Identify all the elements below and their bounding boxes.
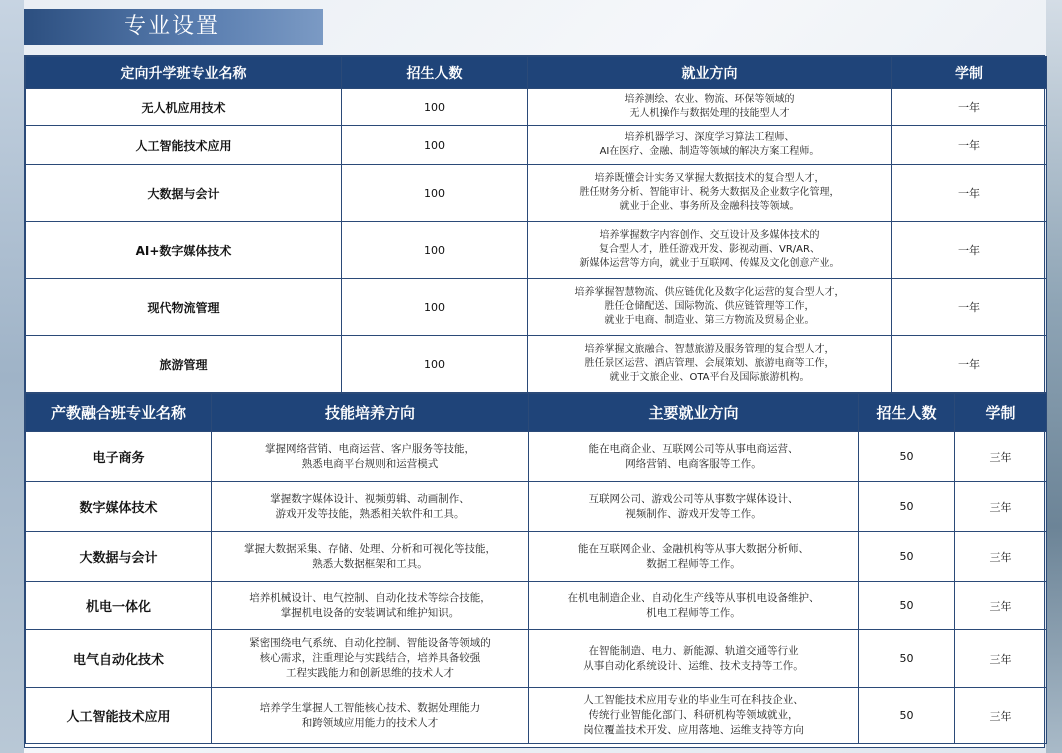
table-row <box>26 482 1047 532</box>
career-direction-line: 就业于文旅企业、OTA平台及国际旅游机构。 <box>609 372 810 383</box>
skill-direction <box>212 532 529 582</box>
main-career-line: 从事自动化系统设计、运维、技术支持等工作。 <box>583 659 804 672</box>
career-direction-line: 培养掌握智慧物流、供应链优化及数字化运营的复合型人才， <box>574 287 845 298</box>
header-duration: 学制 <box>955 394 1047 432</box>
directional-table-header <box>26 57 1047 89</box>
skill-direction-line: 和跨领域应用能力的技术人才 <box>301 716 439 729</box>
program-name: AI+数字媒体技术 <box>26 222 342 279</box>
main-career-line: 互联网公司、游戏公司等从事数字媒体设计、 <box>588 492 799 505</box>
career-direction-line: 就业于企业、事务所及金融科技等领域。 <box>619 201 800 212</box>
program-name: 无人机应用技术 <box>26 89 342 126</box>
enrollment-count: 50 <box>859 482 955 532</box>
integration-table-header <box>26 394 1047 432</box>
duration: 一年 <box>892 165 1047 222</box>
career-direction-line: 胜任景区运营、酒店管理、会展策划、旅游电商等工作， <box>584 358 835 369</box>
enrollment-count: 100 <box>342 126 528 165</box>
main-career-line: 传统行业智能化部门、科研机构等领域就业， <box>588 709 799 721</box>
program-name: 人工智能技术应用 <box>26 688 212 744</box>
header-career-direction: 就业方向 <box>528 57 892 89</box>
header-program-name: 产教融合班专业名称 <box>26 394 212 432</box>
duration: 三年 <box>955 482 1047 532</box>
skill-direction-line: 培养学生掌握人工智能核心技术、数据处理能力 <box>259 701 481 714</box>
career-direction-line: 就业于电商、制造业、第三方物流及贸易企业。 <box>604 315 815 326</box>
enrollment-count: 50 <box>859 688 955 744</box>
main-career-line: 岗位覆盖技术开发、应用落地、运维支持等方向 <box>583 724 804 736</box>
duration: 一年 <box>892 126 1047 165</box>
enrollment-count: 100 <box>342 165 528 222</box>
header-program-name: 定向升学班专业名称 <box>26 57 342 89</box>
career-direction-line: 新媒体运营等方向，就业于互联网、传媒及文化创意产业。 <box>579 258 840 269</box>
header-enrollment: 招生人数 <box>859 394 955 432</box>
enrollment-count: 50 <box>859 532 955 582</box>
skill-direction-line: 培养机械设计、电气控制、自动化技术等综合技能， <box>249 591 491 604</box>
career-direction <box>528 279 892 336</box>
duration: 三年 <box>955 630 1047 688</box>
skill-direction-line: 掌握网络营销、电商运营、客户服务等技能， <box>265 442 475 455</box>
table-row <box>26 89 1047 126</box>
main-career <box>529 630 859 688</box>
skill-direction-line: 紧密围绕电气系统、自动化控制、智能设备等领域的 <box>249 637 491 649</box>
duration: 一年 <box>892 89 1047 126</box>
skill-direction <box>212 482 529 532</box>
enrollment-count: 100 <box>342 279 528 336</box>
career-direction-line: 培养既懂会计实务又掌握大数据技术的复合型人才， <box>594 173 825 184</box>
career-direction-line: 胜任仓储配送、国际物流、供应链管理等工作， <box>604 301 815 312</box>
table-row <box>26 630 1047 688</box>
enrollment-count: 50 <box>859 630 955 688</box>
skill-direction-line: 掌握机电设备的安装调试和维护知识。 <box>280 606 460 619</box>
program-name: 大数据与会计 <box>26 165 342 222</box>
programs-panel <box>24 55 1045 748</box>
header-main-career: 主要就业方向 <box>529 394 859 432</box>
main-career <box>529 482 859 532</box>
skill-direction-line: 熟悉电商平台规则和运营模式 <box>301 457 439 470</box>
main-career-line: 机电工程师等工作。 <box>646 606 741 619</box>
table-row <box>26 432 1047 482</box>
skill-direction <box>212 582 529 630</box>
enrollment-count: 50 <box>859 432 955 482</box>
directional-table <box>25 56 1047 393</box>
career-direction-line: 培养测绘、农业、物流、环保等领域的 <box>624 94 795 105</box>
table-row <box>26 165 1047 222</box>
table-row <box>26 126 1047 165</box>
header-duration: 学制 <box>892 57 1047 89</box>
main-career-line: 能在电商企业、互联网公司等从事电商运营、 <box>588 442 799 455</box>
duration: 三年 <box>955 432 1047 482</box>
skill-direction-line: 工程实践能力和创新思维的技术人才 <box>286 667 454 679</box>
program-name: 旅游管理 <box>26 336 342 393</box>
skill-direction-line: 熟悉大数据框架和工具。 <box>312 557 428 570</box>
program-name: 机电一体化 <box>26 582 212 630</box>
career-direction-line: 复合型人才，胜任游戏开发、影视动画、VR/AR、 <box>599 244 820 255</box>
career-direction-line: AI在医疗、金融、制造等领域的解决方案工程师。 <box>599 146 820 157</box>
main-career <box>529 532 859 582</box>
program-name: 现代物流管理 <box>26 279 342 336</box>
skill-direction <box>212 432 529 482</box>
skill-direction <box>212 688 529 744</box>
career-direction <box>528 336 892 393</box>
program-name: 电子商务 <box>26 432 212 482</box>
main-career <box>529 432 859 482</box>
enrollment-count: 100 <box>342 336 528 393</box>
integration-table <box>25 393 1047 744</box>
duration: 一年 <box>892 279 1047 336</box>
skill-direction-line: 掌握大数据采集、存储、处理、分析和可视化等技能， <box>244 542 496 555</box>
career-direction <box>528 222 892 279</box>
duration: 一年 <box>892 336 1047 393</box>
table-row <box>26 688 1047 744</box>
main-career-line: 能在互联网企业、金融机构等从事大数据分析师、 <box>578 542 809 555</box>
duration: 三年 <box>955 582 1047 630</box>
table-row <box>26 582 1047 630</box>
table-row <box>26 532 1047 582</box>
background-left-strip <box>0 0 24 753</box>
main-career-line: 在机电制造企业、自动化生产线等从事机电设备维护、 <box>567 591 820 604</box>
career-direction-line: 胜任财务分析、智能审计、税务大数据及企业数字化管理， <box>579 187 840 198</box>
main-career <box>529 688 859 744</box>
table-row <box>26 279 1047 336</box>
career-direction <box>528 165 892 222</box>
career-direction-line: 培养掌握数字内容创作、交互设计及多媒体技术的 <box>599 230 820 241</box>
main-career-line: 数据工程师等工作。 <box>646 557 741 570</box>
skill-direction-line: 核心需求，注重理论与实践结合，培养具备较强 <box>259 652 481 664</box>
background-right-strip <box>1046 0 1062 753</box>
main-career-line: 视频制作、游戏开发等工作。 <box>625 507 762 520</box>
program-name: 数字媒体技术 <box>26 482 212 532</box>
skill-direction-line: 游戏开发等技能，熟悉相关软件和工具。 <box>275 507 465 520</box>
career-direction-line: 无人机操作与数据处理的技能型人才 <box>629 108 790 119</box>
enrollment-count: 100 <box>342 89 528 126</box>
header-enrollment: 招生人数 <box>342 57 528 89</box>
enrollment-count: 100 <box>342 222 528 279</box>
main-career-line: 网络营销、电商客服等工作。 <box>625 457 762 470</box>
main-career-line: 人工智能技术应用专业的毕业生可在科技企业、 <box>583 694 804 706</box>
program-name: 电气自动化技术 <box>26 630 212 688</box>
career-direction <box>528 89 892 126</box>
career-direction-line: 培养掌握文旅融合、智慧旅游及服务管理的复合型人才， <box>584 344 835 355</box>
duration: 三年 <box>955 688 1047 744</box>
header-skill-direction: 技能培养方向 <box>212 394 529 432</box>
duration: 一年 <box>892 222 1047 279</box>
skill-direction <box>212 630 529 688</box>
duration: 三年 <box>955 532 1047 582</box>
skill-direction-line: 掌握数字媒体设计、视频剪辑、动画制作、 <box>270 492 470 505</box>
table-row <box>26 336 1047 393</box>
page-title: 专业设置 <box>24 9 323 45</box>
main-career <box>529 582 859 630</box>
career-direction-line: 培养机器学习、深度学习算法工程师、 <box>624 132 795 143</box>
enrollment-count: 50 <box>859 582 955 630</box>
table-row <box>26 222 1047 279</box>
program-name: 大数据与会计 <box>26 532 212 582</box>
main-career-line: 在智能制造、电力、新能源、轨道交通等行业 <box>588 644 799 657</box>
program-name: 人工智能技术应用 <box>26 126 342 165</box>
career-direction <box>528 126 892 165</box>
